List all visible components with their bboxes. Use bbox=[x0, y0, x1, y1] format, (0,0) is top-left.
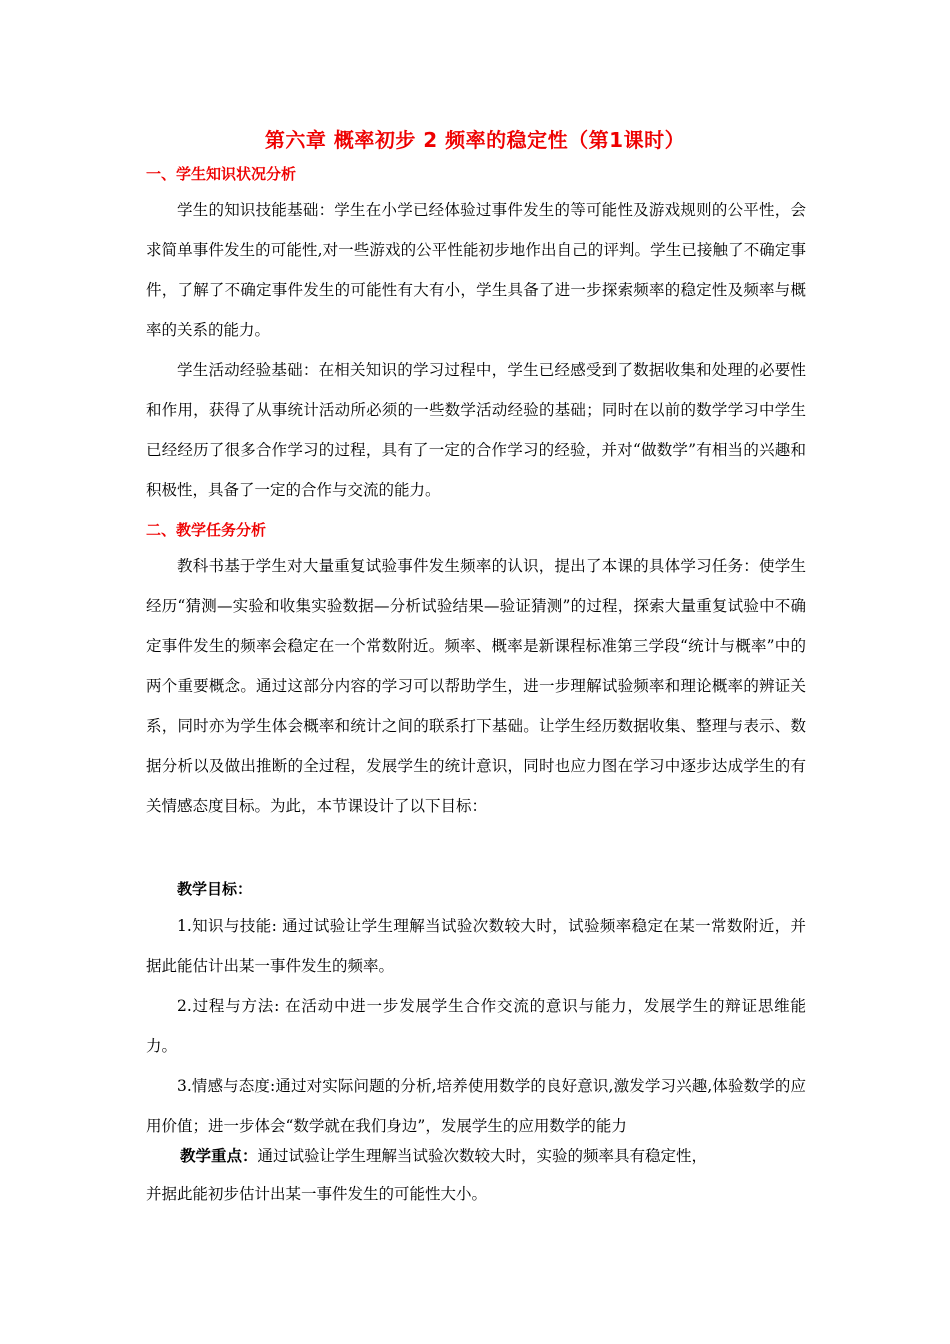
goal-knowledge-skill: 1.知识与技能: 通过试验让学生理解当试验次数较大时，试验频率稳定在某一常数附近，并据此能估计出某一事件发生的频率。 bbox=[146, 917, 806, 975]
paragraph-activity-basis: 学生活动经验基础：在相关知识的学习过程中，学生已经感受到了数据收集和处理的必要性和作用，获得了从事统计活动所必须的一些数学活动经验的基础；同时在以前的数学学习中学生已经经历了很多合作学习的过程，具有了一定的合作学习的经验，并对“做数学”有相当的兴趣和积极性，具备了一定的合作与交流的能力。 bbox=[146, 361, 806, 499]
paragraph-task-analysis: 教科书基于学生对大量重复试验事件发生频率的认识，提出了本课的具体学习任务：使学生经历“猜测—实验和收集实验数据—分析试验结果—验证猜测”的过程，探索大量重复试验中不确定事件发生的频率会稳定在一个常数附近。频率、概率是新课程标准第三学段“统计与概率”中的两个重要概念。通过这部分内容的学习可以帮助学生，进一步理解试验频率和理论概率的辨证关系，同时亦为学生体会概率和统计之间的联系打下基础。让学生经历数据收集、整理与表示、数据分析以及做出推断的全过程，发展学生的统计意识，同时也应力图在学习中逐步达成学生的有关情感态度目标。为此，本节课设计了以下目标： bbox=[146, 557, 806, 815]
section-heading-task-analysis: 二、教学任务分析 bbox=[146, 521, 267, 539]
goal-process-method: 2.过程与方法: 在活动中进一步发展学生合作交流的意识与能力，发展学生的辩证思维能力。 bbox=[146, 997, 806, 1055]
goal-emotion-attitude: 3.情感与态度:通过对实际问题的分析,培养使用数学的良好意识,激发学习兴趣,体验数学的应用价值；进一步体会“数学就在我们身边”，发展学生的应用数学的能力 bbox=[146, 1077, 806, 1135]
paragraph-knowledge-basis: 学生的知识技能基础：学生在小学已经体验过事件发生的等可能性及游戏规则的公平性，会求简单事件发生的可能性,对一些游戏的公平性能初步地作出自己的评判。学生已接触了不确定事件，了解了不确定事件发生的可能性有大有小，学生具备了进一步探索频率的稳定性及频率与概率的关系的能力。 bbox=[146, 201, 806, 339]
key-point-text-1: 通过试验让学生理解当试验次数较大时，实验的频率具有稳定性， bbox=[257, 1147, 708, 1165]
goals-heading: 教学目标： bbox=[177, 880, 253, 898]
document-title: 第六章 概率初步 2 频率的稳定性（第1课时） bbox=[264, 128, 686, 152]
key-point-line-2: 并据此能初步估计出某一事件发生的可能性大小。 bbox=[146, 1185, 488, 1203]
key-point bbox=[146, 1137, 806, 1213]
key-point-line-1 bbox=[146, 1137, 806, 1175]
section-heading-student-analysis: 一、学生知识状况分析 bbox=[146, 165, 297, 183]
key-point-label: 教学重点： bbox=[180, 1147, 258, 1165]
